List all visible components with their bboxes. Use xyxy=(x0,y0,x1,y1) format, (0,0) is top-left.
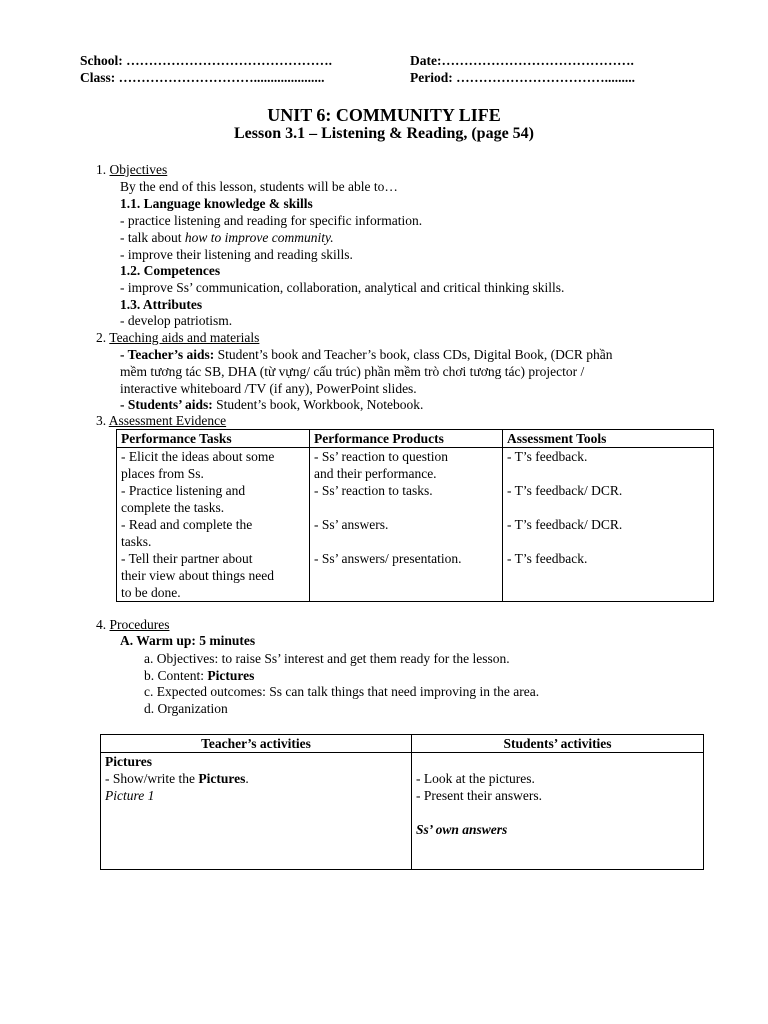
procedures-title: Procedures xyxy=(109,617,170,632)
class-line xyxy=(80,69,325,86)
assessment-body-row xyxy=(117,448,714,602)
objectives-intro: By the end of this lesson, students will be able to… xyxy=(120,179,398,194)
product-line: - Ss’ answers/ presentation. xyxy=(314,551,462,566)
students-activities-cell xyxy=(412,753,704,870)
product-line: - Ss’ reaction to question xyxy=(314,449,448,464)
language-knowledge-heading: 1.1. Language knowledge & skills xyxy=(120,196,313,211)
task-line: tasks. xyxy=(121,534,152,549)
school-line xyxy=(80,52,332,69)
warmup-content-value: Pictures xyxy=(207,668,255,683)
teacher-show-line xyxy=(105,770,407,787)
warmup-outcomes: c. Expected outcomes: Ss can talk things that need improving in the area. xyxy=(144,684,540,699)
date-line xyxy=(410,52,634,69)
product-line: - Ss’ answers. xyxy=(314,517,389,532)
activities-body-row xyxy=(101,753,704,870)
teacher-aids-line-2: mềm tương tác SB, DHA (từ vựng/ cấu trúc) phần mềm trò chơi tương tác) projector / xyxy=(120,364,585,379)
task-line: - Elicit the ideas about some xyxy=(121,449,275,464)
assessment-number: 3. xyxy=(96,413,107,428)
tasks-cell xyxy=(117,448,310,602)
period-blank: ……………………………......... xyxy=(456,70,635,85)
student-line-2: - Present their answers. xyxy=(416,788,542,803)
assessment-heading xyxy=(96,412,226,429)
attributes-line: - develop patriotism. xyxy=(120,313,233,328)
students-activities-header: Students’ activities xyxy=(412,735,704,753)
task-line: complete the tasks. xyxy=(121,500,225,515)
warmup-heading: A. Warm up: 5 minutes xyxy=(120,633,256,648)
task-line: places from Ss. xyxy=(121,466,204,481)
task-line: their view about things need xyxy=(121,568,274,583)
teacher-show-text: - Show/write the xyxy=(105,771,199,786)
teacher-show-bold: Pictures xyxy=(198,771,246,786)
product-spacer xyxy=(314,533,498,550)
lesson-subtitle: Lesson 3.1 – Listening & Reading, (page 54) xyxy=(233,125,535,142)
students-spacer xyxy=(416,753,699,770)
students-aids-text: Student’s book, Workbook, Notebook. xyxy=(212,397,424,412)
objectives-heading xyxy=(96,161,167,178)
activities-header-row xyxy=(101,735,704,753)
period-label: Period: xyxy=(410,70,453,85)
school-label: School: xyxy=(80,53,123,68)
objective-line-2-italic: how to improve community. xyxy=(184,230,334,245)
tool-line: - T’s feedback. xyxy=(507,551,588,566)
objectives-title: Objectives xyxy=(109,162,168,177)
warmup-objectives: a. Objectives: to raise Ss’ interest and get them ready for the lesson. xyxy=(144,651,510,666)
tool-line: - T’s feedback/ DCR. xyxy=(507,483,623,498)
assessment-title: Assessment Evidence xyxy=(108,413,227,428)
tool-spacer xyxy=(507,499,709,516)
page-title: UNIT 6: COMMUNITY LIFE xyxy=(267,105,501,125)
product-spacer xyxy=(314,499,498,516)
teacher-aids-line-3: interactive whiteboard /TV (if any), PowerPoint slides. xyxy=(120,381,417,396)
tools-cell xyxy=(503,448,714,602)
competences-heading: 1.2. Competences xyxy=(120,263,221,278)
teacher-aids-text-1: Student’s book and Teacher’s book, class CDs, Digital Book, (DCR phần xyxy=(214,347,613,362)
school-blank: ………………………………………. xyxy=(126,53,333,68)
products-cell xyxy=(310,448,503,602)
assessment-table xyxy=(116,429,714,602)
tool-line: - T’s feedback/ DCR. xyxy=(507,517,623,532)
aids-heading xyxy=(96,329,259,346)
col-header-products: Performance Products xyxy=(310,430,503,448)
task-line: to be done. xyxy=(121,585,181,600)
teacher-picture-label: Picture 1 xyxy=(105,788,155,803)
tool-line: - T’s feedback. xyxy=(507,449,588,464)
warmup-content-label: b. Content: xyxy=(144,668,208,683)
teacher-pictures-title: Pictures xyxy=(105,754,152,769)
aids-title: Teaching aids and materials xyxy=(109,330,260,345)
objective-line-1: - practice listening and reading for specific information. xyxy=(120,213,423,228)
task-line: - Read and complete the xyxy=(121,517,253,532)
teacher-activities-cell xyxy=(101,753,412,870)
procedures-heading xyxy=(96,616,169,633)
assessment-header-row xyxy=(117,430,714,448)
task-line: - Practice listening and xyxy=(121,483,246,498)
tool-spacer xyxy=(507,465,709,482)
period-line xyxy=(410,69,635,86)
col-header-tools: Assessment Tools xyxy=(503,430,714,448)
students-aids-label: - Students’ aids: xyxy=(120,397,213,412)
date-blank: ……………………………………. xyxy=(441,53,634,68)
tool-spacer xyxy=(507,533,709,550)
attributes-heading: 1.3. Attributes xyxy=(120,297,203,312)
teacher-aids-line-1 xyxy=(120,346,613,363)
product-line: - Ss’ reaction to tasks. xyxy=(314,483,433,498)
objective-line-2-text: - talk about xyxy=(120,230,185,245)
objective-line-2 xyxy=(120,229,334,246)
task-line: - Tell their partner about xyxy=(121,551,253,566)
activities-table xyxy=(100,734,704,870)
objectives-number: 1. xyxy=(96,162,107,177)
competences-line: - improve Ss’ communication, collaboration, analytical and critical thinking skills. xyxy=(120,280,565,295)
objective-line-3: - improve their listening and reading skills. xyxy=(120,247,353,262)
col-header-tasks: Performance Tasks xyxy=(117,430,310,448)
date-label: Date: xyxy=(410,53,442,68)
procedures-number: 4. xyxy=(96,617,107,632)
teacher-aids-label: - Teacher’s aids: xyxy=(120,347,215,362)
students-spacer xyxy=(416,804,699,821)
teacher-show-end: . xyxy=(245,771,249,786)
product-line: and their performance. xyxy=(314,466,437,481)
aids-number: 2. xyxy=(96,330,107,345)
warmup-organization: d. Organization xyxy=(144,701,228,716)
student-line-1: - Look at the pictures. xyxy=(416,771,535,786)
warmup-content xyxy=(144,667,254,684)
teacher-activities-header: Teacher’s activities xyxy=(101,735,412,753)
class-blank: …………………………..................... xyxy=(118,70,325,85)
class-label: Class: xyxy=(80,70,116,85)
student-own-answers: Ss’ own answers xyxy=(416,822,508,837)
students-aids-line xyxy=(120,396,423,413)
